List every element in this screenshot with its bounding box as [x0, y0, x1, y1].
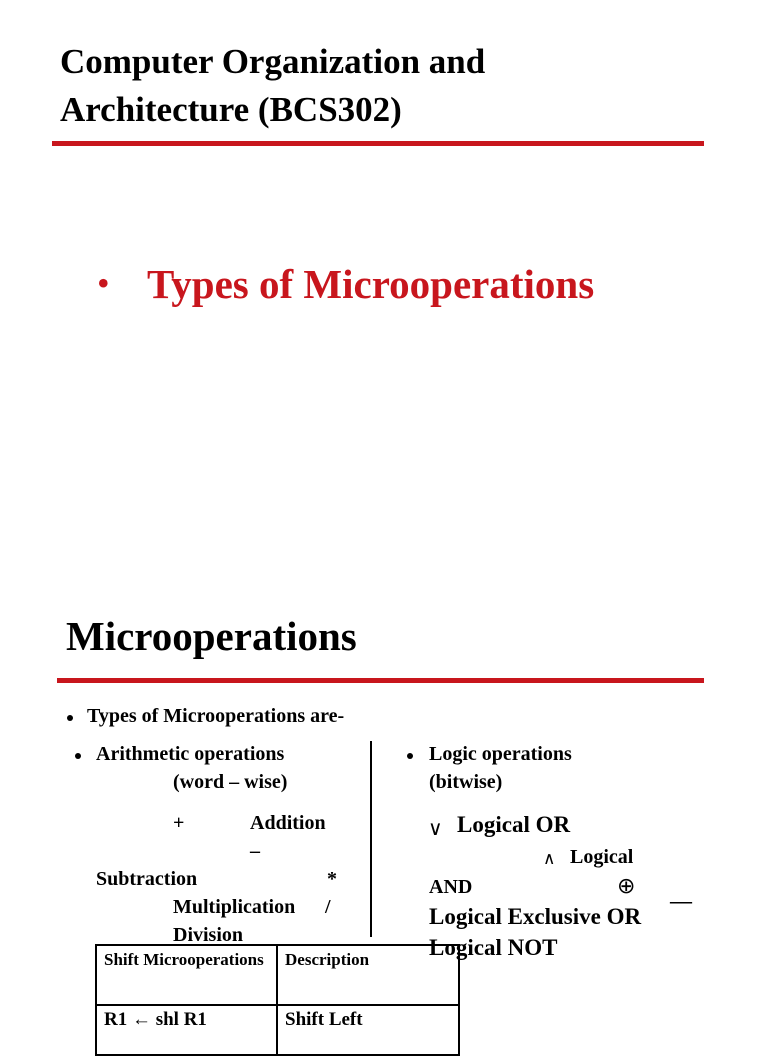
and-symbol: ∧ [543, 849, 556, 869]
table-header-cell: Shift Microoperations [96, 945, 277, 1005]
not-symbol: — [670, 888, 692, 913]
division-label: Division [173, 924, 244, 946]
slash-symbol: / [325, 896, 331, 918]
arith-heading: Arithmetic operations [96, 743, 285, 765]
table-row [96, 945, 459, 1005]
plus-symbol: + [173, 812, 185, 834]
shift-table [95, 944, 460, 1056]
arith-sub: (word – wise) [173, 771, 288, 793]
bullet-icon [75, 753, 81, 759]
bullet-marker: • [97, 263, 110, 303]
xor-symbol: ⊕ [617, 874, 636, 899]
page-title: Microoperations [66, 613, 357, 659]
subtraction-label: Subtraction [96, 868, 198, 890]
intro-text: Types of Microoperations are- [87, 705, 345, 727]
star-symbol: * [327, 868, 337, 890]
and-label-a: Logical [570, 846, 634, 868]
and-label-b: AND [429, 876, 473, 898]
table-header-cell: Description [277, 945, 459, 1005]
bullet-icon [407, 753, 413, 759]
addition-label: Addition [250, 812, 326, 834]
course-title-line1: Computer Organization and [60, 42, 486, 81]
table-row [96, 1005, 459, 1055]
xor-label: Logical Exclusive OR [429, 904, 642, 929]
multiplication-label: Multiplication [173, 896, 296, 918]
minus-symbol: – [250, 840, 260, 862]
logic-heading: Logic operations [429, 743, 572, 765]
title-divider-2 [57, 678, 704, 683]
course-title-line2: Architecture (BCS302) [60, 90, 402, 129]
or-symbol: ∨ [428, 816, 443, 840]
table-cell: R1 ← shl R1 [96, 1005, 277, 1055]
table-cell: Shift Left [277, 1005, 459, 1055]
or-label: Logical OR [457, 812, 571, 837]
title-divider [52, 141, 704, 146]
bullet-icon [67, 715, 73, 721]
not-label: Logical NOT [429, 935, 558, 960]
column-divider [370, 741, 372, 937]
logic-sub: (bitwise) [429, 771, 503, 793]
slide-heading: Types of Microoperations [147, 261, 595, 307]
